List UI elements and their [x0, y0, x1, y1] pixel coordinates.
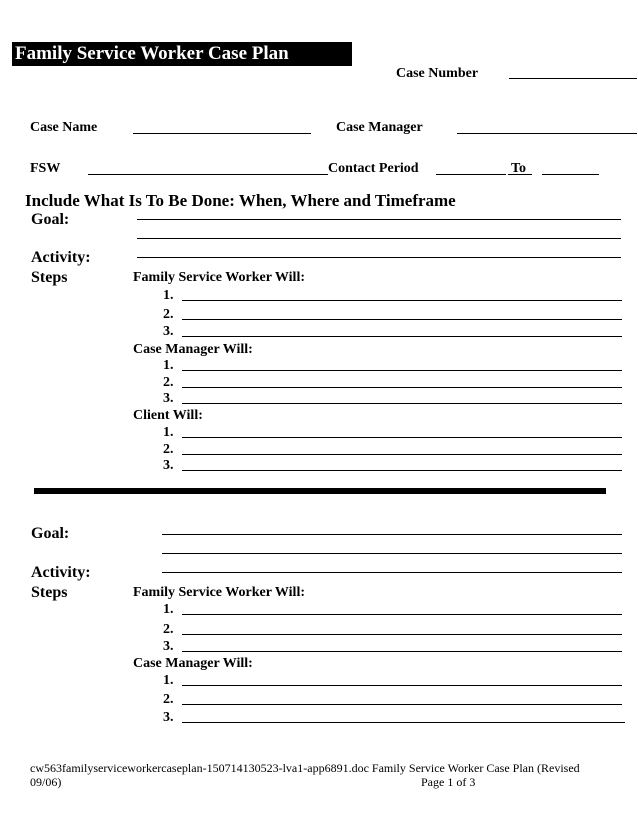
goal-line[interactable] — [137, 238, 621, 239]
step-line[interactable] — [182, 370, 622, 371]
contact-period-from-field[interactable] — [436, 174, 506, 175]
contact-period-label: Contact Period — [328, 161, 419, 176]
goal-label: Goal: — [31, 211, 70, 228]
item-number: 2. — [163, 442, 174, 457]
step-line[interactable] — [182, 387, 622, 388]
instruction-text: Include What Is To Be Done: When, Where and Timeframe — [25, 191, 456, 210]
item-number: 1. — [163, 602, 174, 617]
step-line[interactable] — [182, 685, 622, 686]
goal-line[interactable] — [137, 219, 621, 220]
goal-line[interactable] — [162, 553, 622, 554]
step-line[interactable] — [182, 403, 622, 404]
step-line[interactable] — [182, 634, 622, 635]
item-number: 2. — [163, 375, 174, 390]
item-number: 3. — [163, 639, 174, 654]
activity-line[interactable] — [162, 572, 622, 573]
to-underline — [508, 174, 532, 175]
group-label-case-manager: Case Manager Will: — [133, 342, 253, 357]
item-number: 2. — [163, 307, 174, 322]
case-number-field[interactable] — [509, 78, 637, 79]
case-number-label: Case Number — [396, 66, 479, 81]
item-number: 3. — [163, 324, 174, 339]
section-divider — [34, 488, 606, 494]
group-label-fsw: Family Service Worker Will: — [133, 270, 305, 285]
item-number: 3. — [163, 458, 174, 473]
steps-label: Steps — [31, 269, 68, 286]
activity-line[interactable] — [137, 257, 621, 258]
case-manager-field[interactable] — [457, 133, 637, 134]
item-number: 2. — [163, 622, 174, 637]
activity-label: Activity: — [31, 564, 91, 581]
item-number: 1. — [163, 425, 174, 440]
fsw-field[interactable] — [88, 174, 328, 175]
goal-line[interactable] — [162, 534, 622, 535]
item-number: 1. — [163, 358, 174, 373]
step-line[interactable] — [182, 437, 622, 438]
footer-date: 09/06) — [30, 775, 62, 789]
group-label-case-manager: Case Manager Will: — [133, 656, 253, 671]
item-number: 1. — [163, 288, 174, 303]
step-line[interactable] — [182, 722, 625, 723]
step-line[interactable] — [182, 319, 622, 320]
activity-label: Activity: — [31, 249, 91, 266]
step-line[interactable] — [182, 336, 622, 337]
step-line[interactable] — [182, 704, 622, 705]
page-number: Page 1 of 3 — [421, 775, 476, 789]
steps-label: Steps — [31, 584, 68, 601]
page-title: Family Service Worker Case Plan — [12, 42, 352, 66]
to-label: To — [511, 161, 527, 176]
case-name-label: Case Name — [30, 120, 98, 135]
item-number: 2. — [163, 692, 174, 707]
step-line[interactable] — [182, 651, 622, 652]
case-name-field[interactable] — [133, 133, 311, 134]
footer-filename: cw563familyserviceworkercaseplan-150714130523-lva1-app6891.doc Family Service Worker Case Plan (Revised — [30, 761, 580, 775]
item-number: 3. — [163, 391, 174, 406]
item-number: 1. — [163, 673, 174, 688]
goal-label: Goal: — [31, 525, 70, 542]
step-line[interactable] — [182, 300, 622, 301]
fsw-label: FSW — [30, 161, 61, 176]
step-line[interactable] — [182, 454, 622, 455]
contact-period-to-field[interactable] — [542, 174, 599, 175]
group-label-fsw: Family Service Worker Will: — [133, 585, 305, 600]
case-manager-label: Case Manager — [336, 120, 423, 135]
group-label-client: Client Will: — [133, 408, 203, 423]
step-line[interactable] — [182, 470, 622, 471]
step-line[interactable] — [182, 614, 622, 615]
item-number: 3. — [163, 710, 174, 725]
